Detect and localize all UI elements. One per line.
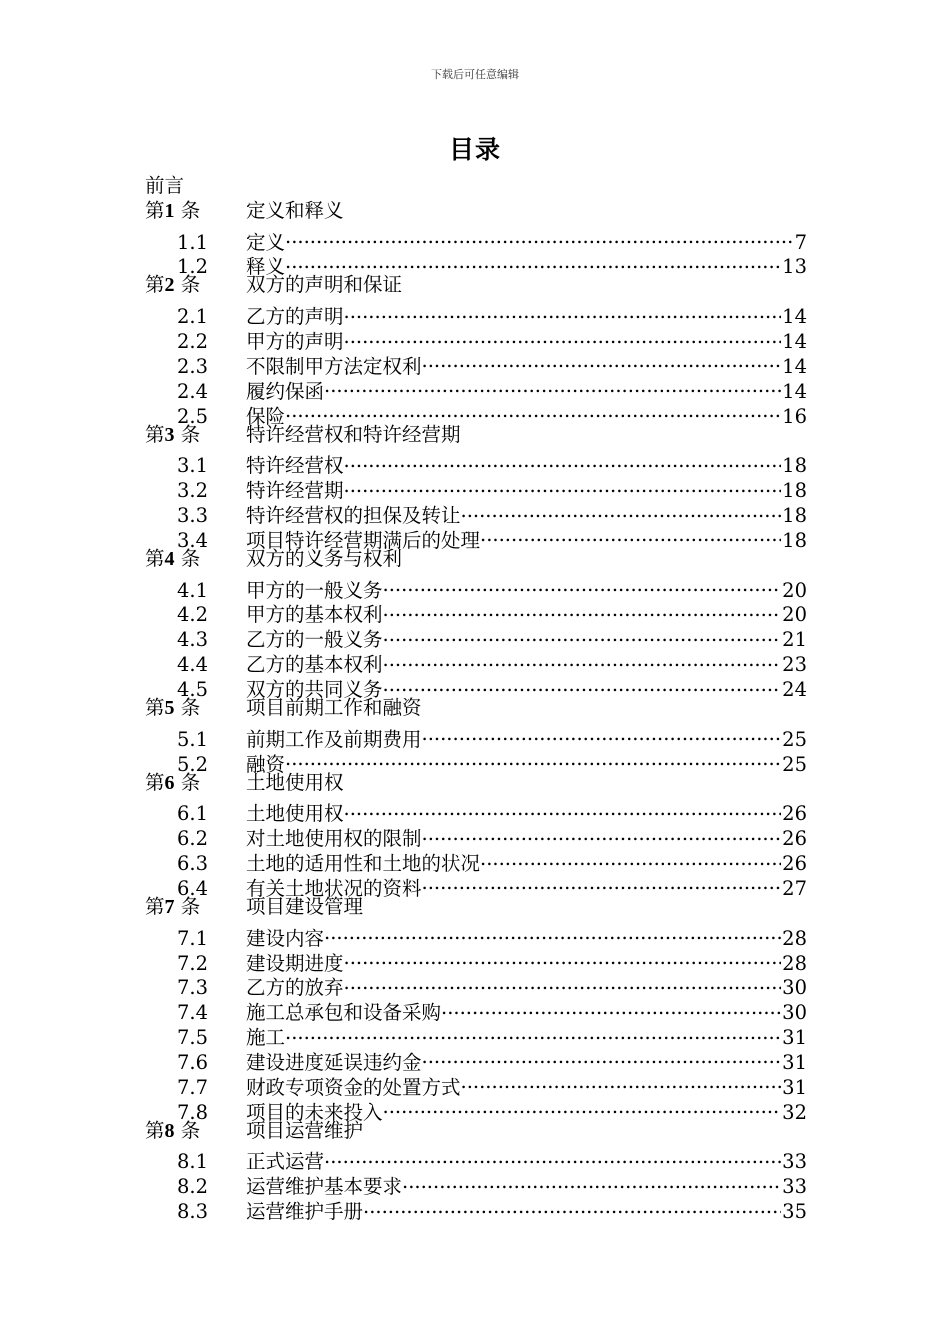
toc-section-number: 4.5 — [177, 678, 209, 702]
toc-section-number: 7.4 — [177, 1001, 209, 1025]
toc-section-number: 6.1 — [177, 802, 209, 826]
toc-article-prefix: 第 — [145, 198, 165, 222]
toc-article-title: 项目运营维护 — [246, 1118, 364, 1142]
toc-section-number: 5.2 — [177, 752, 209, 776]
toc-page-number: 26 — [782, 802, 807, 826]
toc-section-title: 甲方的一般义务 — [246, 578, 383, 602]
toc-page-number: 28 — [782, 926, 807, 950]
toc-page-number: 31 — [782, 1075, 807, 1099]
toc-section-number: 8.2 — [177, 1175, 209, 1199]
toc-article-num: 8 — [164, 1119, 175, 1142]
toc-article-num: 2 — [164, 274, 175, 297]
toc-leader-dots — [363, 1193, 781, 1218]
toc-section-number: 1.2 — [177, 255, 209, 279]
toc-page-number: 20 — [782, 578, 807, 602]
toc-page-number: 31 — [782, 1026, 807, 1050]
toc-article-number — [145, 273, 246, 298]
toc-leader-dots — [422, 348, 782, 373]
toc-article-suffix: 条 — [180, 770, 201, 794]
toc-page-number: 32 — [782, 1100, 807, 1124]
toc-page-number: 13 — [782, 255, 807, 279]
toc-article-num: 7 — [164, 895, 175, 918]
toc-section-title: 建设内容 — [246, 926, 325, 950]
toc-leader-dots — [402, 1168, 781, 1193]
toc-page-number: 21 — [782, 628, 807, 652]
toc-leader-dots — [324, 1144, 781, 1169]
toc-article-number — [145, 199, 246, 224]
toc-article-suffix: 条 — [180, 273, 201, 297]
toc-leader-dots — [344, 323, 782, 348]
toc-article-title: 双方的声明和保证 — [246, 273, 403, 297]
toc-article-suffix: 条 — [180, 1118, 201, 1142]
toc-section-number: 4.3 — [177, 628, 209, 652]
toc-article-1[interactable] — [145, 199, 807, 224]
toc-section-title: 运营维护手册 — [246, 1200, 364, 1224]
toc-article-num: 3 — [164, 423, 175, 446]
toc-section-number: 3.2 — [177, 479, 209, 503]
toc-article-num: 5 — [164, 697, 175, 720]
toc-page-number: 30 — [782, 976, 807, 1000]
toc-leader-dots — [285, 249, 781, 274]
toc-leader-dots — [344, 795, 782, 820]
toc-leader-dots — [480, 522, 781, 547]
toc-article-prefix: 第 — [145, 273, 165, 297]
toc-page-number: 14 — [782, 354, 807, 378]
toc-page-number: 24 — [782, 678, 807, 702]
toc-article-suffix: 条 — [180, 198, 201, 222]
toc-page-number: 14 — [782, 379, 807, 403]
toc-section-title: 有关土地状况的资料 — [246, 876, 422, 900]
toc-page-number: 33 — [782, 1175, 807, 1199]
toc-page-number: 18 — [782, 504, 807, 528]
toc-section-5.1[interactable] — [145, 721, 807, 751]
toc-leader-dots — [383, 671, 782, 696]
toc-leader-dots — [344, 447, 782, 472]
toc-section-title: 双方的共同义务 — [246, 678, 383, 702]
toc-section-number: 2.2 — [177, 330, 209, 354]
toc-page-number: 14 — [782, 305, 807, 329]
toc-section-title: 乙方的基本权利 — [246, 653, 383, 677]
toc-article-suffix: 条 — [180, 546, 201, 570]
toc-page-number: 7 — [794, 230, 807, 254]
toc-section-title: 项目特许经营期满后的处理 — [246, 528, 481, 552]
toc-section-2.1[interactable] — [145, 298, 807, 329]
toc-page-number: 30 — [782, 1001, 807, 1025]
toc-section-title: 土地使用权 — [246, 802, 344, 826]
toc-section-6.1[interactable] — [145, 795, 807, 826]
page-title: 目录 — [448, 135, 501, 164]
toc-section-number: 7.2 — [177, 951, 209, 975]
toc-preface-label: 前言 — [145, 174, 185, 197]
toc-leader-dots — [344, 970, 782, 995]
toc-article-number — [145, 1119, 246, 1144]
toc-article-prefix: 第 — [145, 546, 165, 570]
toc-section-number: 1.1 — [177, 230, 209, 254]
toc-article-num: 4 — [164, 547, 175, 570]
toc-section-number: 7.7 — [177, 1075, 209, 1099]
toc-section-title: 施工总承包和设备采购 — [246, 1001, 442, 1025]
toc-section-title: 财政专项资金的处置方式 — [246, 1075, 461, 1099]
toc-leader-dots — [461, 1069, 782, 1094]
toc-section-title: 建设期进度 — [246, 951, 344, 975]
toc-leader-dots — [383, 597, 782, 622]
toc-leader-dots — [324, 920, 781, 945]
toc-section-title: 土地的适用性和土地的状况 — [246, 852, 481, 876]
toc-section-title: 运营维护基本要求 — [246, 1175, 403, 1199]
toc-section-7.1[interactable] — [145, 920, 807, 950]
toc-section-number: 8.1 — [177, 1150, 209, 1174]
toc-section-number: 3.3 — [177, 504, 209, 528]
toc-section-number: 7.5 — [177, 1026, 209, 1050]
toc-leader-dots — [422, 870, 782, 895]
toc-section-title: 特许经营权的担保及转让 — [246, 504, 461, 528]
toc-article-number — [145, 771, 246, 796]
toc-article-prefix: 第 — [145, 770, 165, 794]
toc-leader-dots — [285, 224, 794, 249]
toc-section-number: 4.2 — [177, 603, 209, 627]
toc-section-title: 乙方的放弃 — [246, 976, 344, 1000]
toc-article-suffix: 条 — [180, 696, 201, 720]
toc-section-number: 4.4 — [177, 653, 209, 677]
table-of-contents — [145, 174, 807, 1224]
toc-section-title: 建设进度延误违约金 — [246, 1050, 422, 1074]
toc-section-title: 甲方的声明 — [246, 330, 344, 354]
toc-article-prefix: 第 — [145, 696, 165, 720]
toc-article-prefix: 第 — [145, 1118, 165, 1142]
toc-leader-dots — [344, 472, 782, 497]
toc-section-title: 甲方的基本权利 — [246, 603, 383, 627]
toc-section-number: 8.3 — [177, 1200, 209, 1224]
toc-page-number: 16 — [782, 404, 807, 428]
toc-article-suffix: 条 — [180, 422, 201, 446]
toc-page-number: 26 — [782, 852, 807, 876]
toc-article-8[interactable] — [145, 1119, 807, 1144]
toc-section-title: 施工 — [246, 1026, 286, 1050]
toc-article-num: 1 — [164, 199, 175, 222]
toc-leader-dots — [285, 1019, 781, 1044]
toc-section-4.1[interactable] — [145, 572, 807, 602]
toc-article-2[interactable] — [145, 273, 807, 298]
toc-leader-dots — [383, 646, 782, 671]
toc-section-3.1[interactable] — [145, 447, 807, 478]
toc-section-title: 对土地使用权的限制 — [246, 827, 422, 851]
toc-section-number: 2.4 — [177, 379, 209, 403]
toc-section-number: 7.8 — [177, 1100, 209, 1124]
toc-article-title: 双方的义务与权利 — [246, 546, 403, 570]
toc-page-number: 33 — [782, 1150, 807, 1174]
toc-section-title: 保险 — [246, 404, 286, 428]
toc-section-number: 7.6 — [177, 1050, 209, 1074]
toc-page-number: 28 — [782, 951, 807, 975]
toc-article-title: 土地使用权 — [246, 770, 344, 794]
toc-leader-dots — [441, 994, 781, 1019]
toc-leader-dots — [422, 721, 782, 746]
toc-article-number — [145, 696, 246, 721]
toc-leader-dots — [344, 298, 782, 323]
toc-page-number: 26 — [782, 827, 807, 851]
toc-article-number — [145, 423, 246, 448]
toc-section-number: 4.1 — [177, 578, 209, 602]
toc-section-title: 履约保函 — [246, 379, 325, 403]
toc-page-number: 25 — [782, 752, 807, 776]
toc-section-number: 2.3 — [177, 354, 209, 378]
toc-article-number — [145, 547, 246, 572]
toc-section-8.1[interactable] — [145, 1144, 807, 1174]
toc-section-title: 释义 — [246, 255, 286, 279]
toc-section-title: 项目的未来投入 — [246, 1100, 383, 1124]
toc-section-number: 6.2 — [177, 827, 209, 851]
toc-section-title: 特许经营权 — [246, 454, 344, 478]
toc-section-number: 2.1 — [177, 305, 209, 329]
toc-section-number: 7.1 — [177, 926, 209, 950]
toc-section-number: 2.5 — [177, 404, 209, 428]
toc-section-number: 6.4 — [177, 876, 209, 900]
toc-section-title: 乙方的一般义务 — [246, 628, 383, 652]
toc-article-suffix: 条 — [180, 894, 201, 918]
toc-leader-dots — [422, 820, 782, 845]
toc-article-7[interactable] — [145, 895, 807, 920]
toc-page-number: 23 — [782, 653, 807, 677]
toc-leader-dots — [383, 572, 782, 597]
toc-section-number: 3.4 — [177, 528, 209, 552]
toc-article-prefix: 第 — [145, 422, 165, 446]
toc-article-5[interactable] — [145, 696, 807, 721]
toc-leader-dots — [324, 373, 781, 398]
toc-article-title: 项目前期工作和融资 — [246, 696, 422, 720]
toc-section-title: 正式运营 — [246, 1150, 325, 1174]
toc-leader-dots — [383, 1094, 782, 1119]
toc-section-title: 融资 — [246, 752, 286, 776]
toc-preface[interactable] — [145, 174, 807, 199]
toc-section-title: 定义 — [246, 230, 286, 254]
toc-page-number: 20 — [782, 603, 807, 627]
toc-article-title: 项目建设管理 — [246, 894, 364, 918]
toc-article-6[interactable] — [145, 771, 807, 796]
toc-section-number: 7.3 — [177, 976, 209, 1000]
toc-leader-dots — [480, 845, 781, 870]
toc-leader-dots — [383, 621, 782, 646]
toc-article-3[interactable] — [145, 423, 807, 448]
toc-leader-dots — [285, 746, 781, 771]
toc-leader-dots — [461, 497, 782, 522]
toc-page-number: 18 — [782, 479, 807, 503]
toc-section-number: 5.1 — [177, 727, 209, 751]
toc-page-number: 14 — [782, 330, 807, 354]
page-header: 下载后可任意编辑 — [431, 68, 519, 81]
toc-page-number: 18 — [782, 528, 807, 552]
toc-article-num: 6 — [164, 771, 175, 794]
toc-article-number — [145, 895, 246, 920]
toc-article-title: 特许经营权和特许经营期 — [246, 422, 461, 446]
toc-section-1.1[interactable] — [145, 224, 807, 254]
toc-section-title: 前期工作及前期费用 — [246, 727, 422, 751]
toc-section-number: 6.3 — [177, 852, 209, 876]
toc-section-title: 不限制甲方法定权利 — [246, 354, 422, 378]
toc-article-prefix: 第 — [145, 894, 165, 918]
toc-page-number: 27 — [782, 876, 807, 900]
toc-leader-dots — [422, 1044, 782, 1069]
toc-leader-dots — [344, 945, 782, 970]
toc-page-number: 31 — [782, 1050, 807, 1074]
toc-article-title: 定义和释义 — [246, 198, 344, 222]
toc-page-number: 35 — [782, 1200, 807, 1224]
toc-page-number: 18 — [782, 454, 807, 478]
toc-leader-dots — [285, 398, 781, 423]
toc-section-title: 特许经营期 — [246, 479, 344, 503]
toc-section-number: 3.1 — [177, 454, 209, 478]
toc-page-number: 25 — [782, 727, 807, 751]
toc-section-title: 乙方的声明 — [246, 305, 344, 329]
